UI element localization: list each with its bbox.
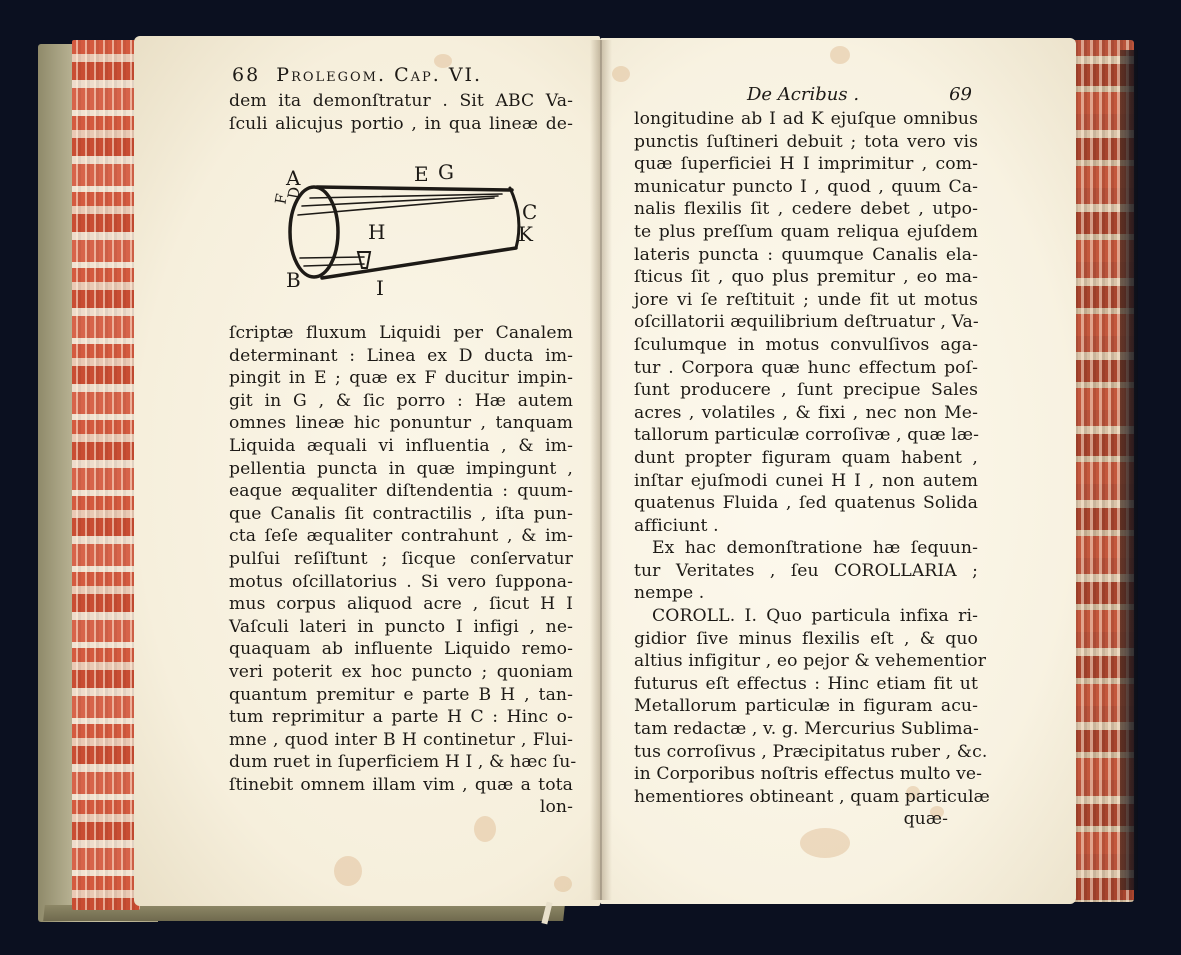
text-line: ſculi alicujus portio , in qua lineæ de-: [229, 113, 573, 134]
text-line: ſtinebit omnem illam vim , quæ a tota: [229, 774, 573, 795]
text-line: veri poterit ex hoc puncto ; quoniam: [229, 661, 573, 682]
text-line: ſcriptæ fluxum Liquidi per Canalem: [229, 323, 573, 343]
text-line: te plus preſſum quam reliqua ejuſdem: [634, 221, 978, 242]
text-line: mne , quod inter B H continetur , Flui-: [229, 729, 573, 750]
figure-label-h: H: [368, 220, 386, 244]
figure-label-b: B: [286, 268, 301, 292]
text-line: dunt propter figuram quam habent ,: [634, 447, 978, 468]
text-line: nempe .: [634, 583, 705, 604]
page-number-left: 68: [232, 64, 261, 86]
text-line: dum ruet in ſuperficiem H I , & hæc ſu-: [229, 752, 577, 773]
text-line: quatenus Fluida , ſed quatenus Solida: [634, 493, 978, 514]
text-line: tallorum particulæ corroſivæ , quæ læ-: [634, 425, 980, 446]
figure-label-a: A: [286, 166, 301, 190]
figure-label-c: C: [522, 200, 538, 224]
catchword-right: quæ-: [903, 809, 948, 830]
text-line: eaque æqualiter diſtendentia : quum-: [229, 481, 573, 502]
text-line: ſticus ſit , quo plus premitur , eo ma-: [634, 267, 978, 288]
figure-label-e: E: [414, 162, 429, 186]
text-line: motus oſcillatorius . Si vero ſuppona-: [229, 571, 573, 592]
text-line: pellentia puncta in quæ impingunt ,: [229, 458, 573, 479]
text-line: in Corporibus noſtris effectus multo ve-: [634, 764, 983, 785]
text-line: hementiores obtineant , quam particulæ: [634, 786, 990, 807]
vessel-diagram-figure: [272, 160, 552, 300]
text-line: tam redactæ , v. g. Mercurius Sublima-: [634, 719, 979, 740]
vessel-cylinder-drawing: [272, 160, 552, 300]
text-line: ſunt producere , ſunt precipue Sales: [634, 380, 978, 401]
text-line: tur . Corpora quæ hunc effectum poſ-: [634, 357, 978, 378]
text-line: punctis ſuſtineri debuit ; tota vero vis: [634, 131, 978, 152]
figure-label-d: D: [284, 185, 304, 201]
corollary-heading-line: COROLL. I. Quo particula infixa ri-: [652, 606, 978, 627]
text-line: lateris puncta : quumque Canalis ela-: [634, 244, 978, 265]
text-line: inſtar ejuſmodi cunei H I , non autem: [634, 470, 978, 491]
text-line: futurus eſt effectus : Hinc etiam fit ut: [634, 673, 978, 694]
text-line: nalis flexilis ſit , cedere debet , utpo-: [634, 199, 978, 220]
foxing-stain: [554, 876, 572, 892]
page-number-right: 69: [949, 84, 972, 105]
text-line: Metallorum particulæ in figuram acu-: [634, 696, 978, 717]
foxing-stain: [474, 816, 496, 842]
left-page-intro-text: [229, 90, 573, 135]
text-line: pulſui reſiſtunt ; ſicque conſervatur: [229, 548, 573, 569]
text-line: pingit in E ; quæ ex F ducitur impin-: [229, 368, 573, 389]
left-page-header: [232, 64, 570, 86]
text-line: tus corroſivus , Præcipitatus ruber , &c.: [634, 741, 988, 762]
text-line: cta ſeſe æqualiter contrahunt , & im-: [229, 526, 573, 547]
text-line: quaquam ab influente Liquido remo-: [229, 639, 573, 660]
figure-label-f: F: [271, 192, 291, 206]
text-line: mus corpus aliquod acre , ſicut H I: [229, 594, 573, 615]
foxing-stain: [612, 66, 630, 82]
figure-label-i: I: [376, 276, 384, 300]
catchword-left: lon-: [539, 797, 573, 818]
fore-edge-right-shadow: [1120, 50, 1138, 890]
figure-label-k: K: [518, 222, 533, 246]
text-line: tur Veritates , ſeu COROLLARIA ;: [634, 560, 978, 581]
text-line: Ex hac demonſtratione hæ ſequun-: [652, 538, 978, 559]
text-line: que Canalis ſit contractilis , iſta pun-: [229, 503, 573, 524]
figure-label-g: G: [438, 160, 454, 184]
fore-edge-left-red-sprinkled: [72, 40, 140, 910]
foxing-stain: [334, 856, 362, 886]
text-line: acres , volatiles , & fixi , nec non Me-: [634, 402, 978, 423]
text-line: Liquida æquali vi influentia , & im-: [229, 435, 573, 456]
text-line: quantum premitur e parte B H , tan-: [229, 684, 573, 705]
running-head-left: Prolegom. Cap. VI.: [276, 64, 483, 86]
text-line: longitudine ab I ad K ejuſque omnibus: [634, 109, 978, 129]
text-line: determinant : Linea ex D ducta im-: [229, 345, 573, 366]
text-line: omnes lineæ hic ponuntur , tanquam: [229, 413, 573, 434]
running-head-right: De Acribus .: [747, 84, 860, 105]
foxing-stain: [830, 46, 850, 64]
text-line: jore vi ſe reſtituit ; unde fit ut motus: [634, 289, 978, 310]
text-line: Vaſculi lateri in puncto I infigi , ne-: [229, 616, 573, 637]
foxing-stain: [800, 828, 850, 858]
text-line: quæ ſuperficiei H I imprimitur , com-: [634, 154, 978, 175]
text-line: gidior ſive minus flexilis eſt , & quo: [634, 628, 978, 649]
left-page-body-text: [229, 322, 577, 819]
text-line: dem ita demonſtratur . Sit ABC Va-: [229, 91, 573, 111]
right-page-body-text: [634, 108, 990, 831]
text-line: oſcillatorii æquilibrium deſtruatur , Va-: [634, 312, 979, 333]
text-line: ſculumque in motus convulſivos aga-: [634, 334, 978, 355]
text-line: afficiunt .: [634, 515, 719, 536]
text-line: altius infigitur , eo pejor & vehementior: [634, 651, 987, 672]
text-line: tum reprimitur a parte H C : Hinc o-: [229, 707, 573, 728]
book-gutter: [590, 40, 612, 900]
text-line: git in G , & ſic porro : Hæ autem: [229, 390, 573, 411]
text-line: municatur puncto I , quod , quum Ca-: [634, 176, 978, 197]
